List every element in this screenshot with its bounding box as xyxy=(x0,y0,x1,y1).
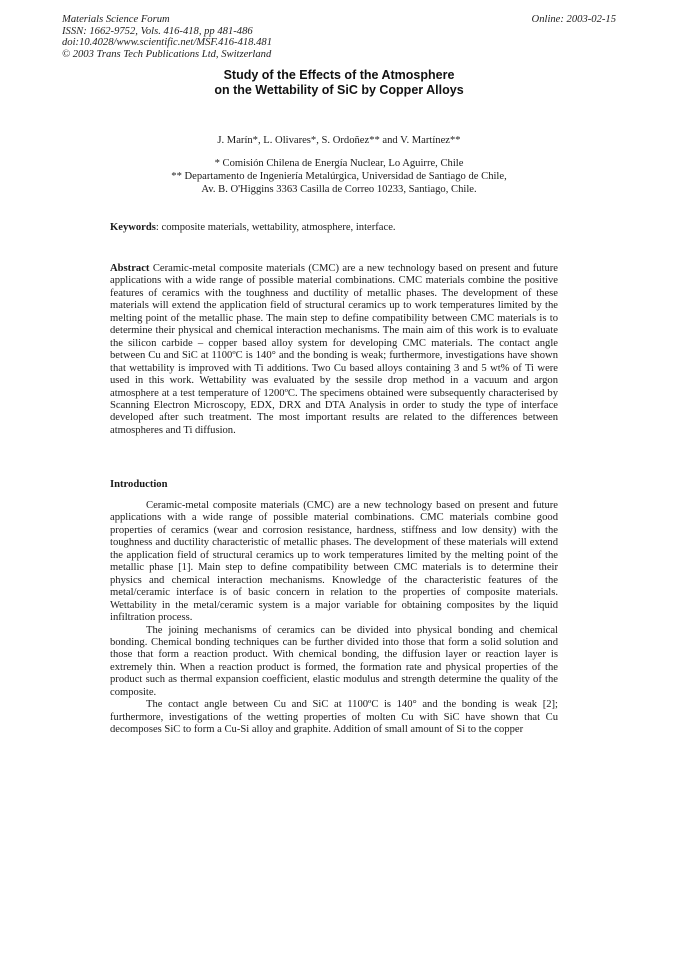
affiliations xyxy=(0,158,678,196)
issn-line: ISSN: 1662-9752, Vols. 416-418, pp 481-486 xyxy=(62,25,253,37)
paper-title xyxy=(0,68,678,98)
affiliation-3: Av. B. O'Higgins 3363 Casilla de Correo 10233, Santiago, Chile. xyxy=(201,183,477,195)
doi-line: doi:10.4028/www.scientific.net/MSF.416-418.481 xyxy=(62,37,272,49)
keywords-text: : composite materials, wettability, atmosphere, interface. xyxy=(155,222,396,233)
online-date: Online: 2003-02-15 xyxy=(531,14,616,25)
affiliation-1: * Comisión Chilena de Energía Nuclear, Lo Aguirre, Chile xyxy=(214,158,464,169)
title-line-2: on the Wettability of SiC by Copper Alloys xyxy=(214,83,464,97)
affiliation-2: ** Departamento de Ingeniería Metalúrgica, Universidad de Santiago de Chile, xyxy=(171,170,507,182)
introduction-heading: Introduction xyxy=(110,479,168,490)
copyright-line: © 2003 Trans Tech Publications Ltd, Switzerland xyxy=(62,48,272,60)
journal-header xyxy=(62,14,272,60)
abstract-label: Abstract xyxy=(110,263,150,274)
abstract xyxy=(110,263,558,437)
keywords xyxy=(110,222,558,233)
abstract-text: Ceramic-metal composite materials (CMC) are a new technology based on present and future applications with a wide range of possible material combinations. CMC materials combine the positive features of ceramics with the toughness and ductility of metallic phases. The development of these materials will extend the application field of structural ceramics up to work temperatures limited by the melting point of the metallic phase. The main step to define compatibility between CMC materials is to determine their physical and chemical interaction mechanisms. The main aim of this work is to evaluate the silicon carbide – copper based alloy system for developing CMC materials. The contact angle between Cu and SiC at 1100ºC is 140° and the bonding is weak; furthermore, investigations have shown that wettability is improved with Ti additions. Two Cu based alloys containing 3 and 5 wt% of Ti were used in this work. Wettability was evaluated by the sessile drop method in a vacuum and argon atmosphere at a test temperature of 1200ºC. The specimens obtained were subsequently characterised by Scanning Electron Microscopy, EDX, DRX and DTA Analysis in order to study the type of interface developed after such treatment. The most important results are related to the differences between atmospheres and Ti diffusion. xyxy=(110,263,558,436)
intro-paragraph: Ceramic-metal composite materials (CMC) are a new technology based on present and future applications with a wide range of possible material combinations. CMC materials combine good properties of ceramics (wear and corrosion resistance, hardness, stiffness and low density) with the toughness and ductility characteristic of metallic phases. The development of these materials will extend the application field of structural ceramics up to work temperatures limited by the melting point of the metallic phase [1]. Main step to define compatibility between CMC materials is to determine their physics and chemical interaction mechanisms. Knowledge of the characteristic features of the metal/ceramic interface is of basic concern in relation to the properties of composite materials. Wettability in the metal/ceramic system is a major variable for obtaining composites by the liquid infiltration process. xyxy=(110,500,558,624)
keywords-label: Keywords xyxy=(110,222,156,233)
journal-name: Materials Science Forum xyxy=(62,14,170,25)
author-list: J. Marín*, L. Olivares*, S. Ordoñez** and V. Martínez** xyxy=(217,135,461,146)
intro-paragraph: The joining mechanisms of ceramics can be divided into physical bonding and chemical bonding. Chemical bonding techniques can be further divided into those that form a solid solution and those that form a reaction product. With chemical bonding, the diffusion layer or reaction layer is extremely thin. When a reaction product is formed, the formation rate and physical properties of the product such as thermal expansion coefficient, elastic modulus and strength determine the quality of the composite. xyxy=(110,624,558,698)
intro-paragraph: The contact angle between Cu and SiC at 1100ºC is 140° and the bonding is weak [2]; furthermore, investigations of the wetting properties of molten Cu with SiC have shown that Cu decomposes SiC to form a Cu-Si alloy and graphite. Addition of small amount of Si to the copper xyxy=(110,699,558,736)
introduction-body xyxy=(110,500,558,737)
title-line-1: Study of the Effects of the Atmosphere xyxy=(223,68,455,82)
